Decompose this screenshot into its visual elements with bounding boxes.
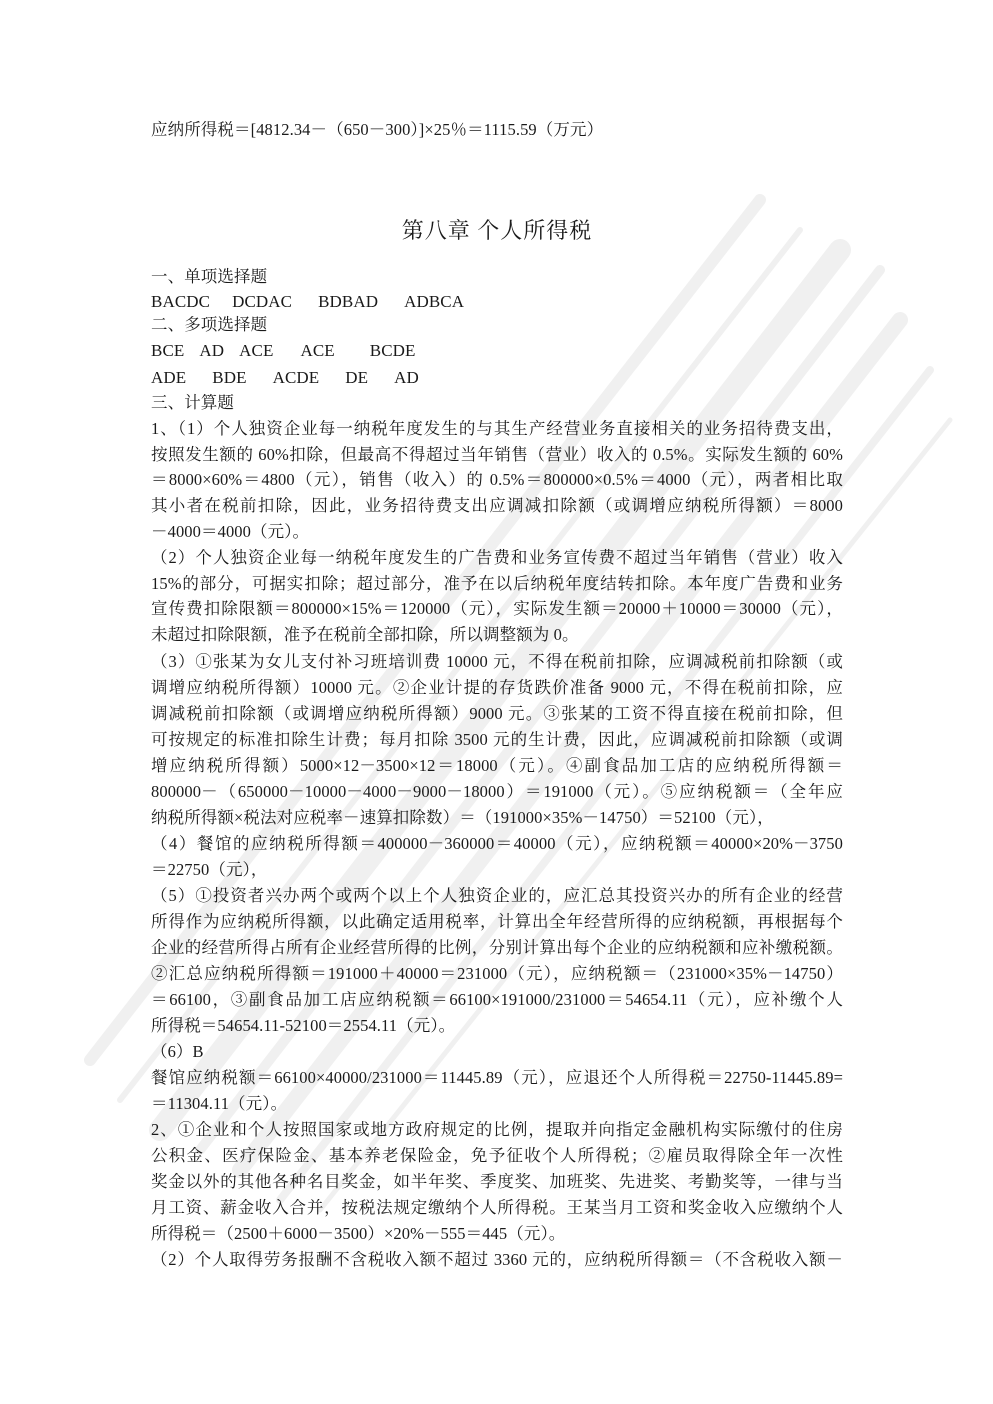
multiple-choice-answers-row1 — [151, 339, 416, 363]
calc-line: （2）个人独资企业每一纳税年度发生的广告费和业务宣传费不超过当年销售（营业）收入 — [151, 548, 843, 567]
calc-line: 1、（1）个人独资企业每一纳税年度发生的与其生产经营业务直接相关的业务招待费支出， — [151, 419, 843, 438]
single-choice-answers — [151, 290, 464, 314]
calc-line: 调减税前扣除额（或调增应纳税所得额）9000 元。③张某的工资不得直接在税前扣除，但 — [151, 704, 843, 723]
answer-group: DCDAC — [232, 292, 293, 311]
calc-line: （6）B — [151, 1042, 204, 1061]
calc-line: 800000－（650000－10000－4000－9000－18000）＝191000（元）。⑤应纳税额＝（全年应 — [151, 782, 843, 801]
calc-line: 增应纳税所得额）5000×12－3500×12＝18000（元）。④副食品加工店的应纳税所得额＝ — [151, 756, 843, 775]
heading-multiple-choice: 二、多项选择题 — [151, 315, 268, 334]
calc-line: 15%的部分，可据实扣除；超过部分，准予在以后纳税年度结转扣除。本年度广告费和业务 — [151, 574, 843, 593]
multiple-choice-answers-row2 — [151, 366, 419, 390]
calc-line: 所得税＝（2500＋6000－3500）×20%－555＝445（元）。 — [151, 1224, 566, 1243]
answer-group: BDBAD — [318, 292, 379, 311]
calc-line: （2）个人取得劳务报酬不含税收入额不超过 3360 元的，应纳税所得额＝（不含税收入额－ — [151, 1250, 843, 1269]
answer-group: BCE — [151, 341, 185, 360]
calc-line: （3）①张某为女儿支付补习班培训费 10000 元，不得在税前扣除，应调减税前扣除额（或 — [151, 652, 843, 671]
answer-group: BDE — [212, 368, 247, 387]
calc-line: ②汇总应纳税所得额＝191000＋40000＝231000（元），应纳税额＝（231000×35%－14750） — [151, 964, 843, 983]
calc-line: ＝11304.11（元）。 — [151, 1094, 288, 1113]
calc-line: ＝8000×60%＝4800（元），销售（收入）的 0.5%＝800000×0.5%＝4000（元），两者相比取 — [151, 470, 843, 489]
calc-line: 所得税＝54654.11-52100＝2554.11（元）。 — [151, 1016, 456, 1035]
calc-line: 未超过扣除限额，准予在税前全部扣除，所以调整额为 0。 — [151, 625, 579, 644]
calc-line: 宣传费扣除限额＝800000×15%＝120000（元），实际发生额＝20000＋10000＝30000（元）， — [151, 599, 843, 618]
calc-line: 所得作为应纳税所得额，以此确定适用税率，计算出全年经营所得的应纳税额，再根据每个 — [151, 912, 843, 931]
calc-line: 按照发生额的 60%扣除，但最高不得超过当年销售（营业）收入的 0.5%。实际发生额的 60% — [151, 445, 843, 464]
calc-line: 纳税所得额×税法对应税率－速算扣除数）＝（191000×35%－14750）＝52100（元）， — [151, 808, 774, 827]
calc-line: 其小者在税前扣除，因此，业务招待费支出应调减扣除额（或调增应纳税所得额）＝8000 — [151, 496, 843, 515]
calc-line: 可按规定的标准扣除生计费；每月扣除 3500 元的生计费，因此，应调减税前扣除额（或调 — [151, 730, 843, 749]
answer-group: BCDE — [369, 341, 416, 360]
previous-tax-result: 应纳所得税＝[4812.34－（650－300）]×25％＝1115.59（万元） — [151, 120, 604, 139]
answer-group: ADE — [151, 368, 187, 387]
calc-line: 调增应纳税所得额）10000 元。②企业计提的存货跌价准备 9000 元，不得在税前扣除，应 — [151, 678, 843, 697]
answer-group: BACDC — [151, 292, 211, 311]
calc-line: （5）①投资者兴办两个或两个以上个人独资企业的，应汇总其投资兴办的所有企业的经营 — [151, 886, 843, 905]
calc-line: 奖金以外的其他各种名目奖金，如半年奖、季度奖、加班奖、先进奖、考勤奖等，一律与当 — [151, 1172, 843, 1191]
answer-group: AD — [199, 341, 225, 360]
chapter-title: 第八章 个人所得税 — [401, 218, 593, 243]
answer-group: DE — [345, 368, 369, 387]
calc-line: ＝22750（元）， — [151, 860, 268, 879]
heading-calculation: 三、计算题 — [151, 393, 234, 412]
calc-line: 2、①企业和个人按照国家或地方政府规定的比例，提取并向指定金融机构实际缴付的住房 — [151, 1120, 843, 1139]
calc-line: （4）餐馆的应纳税所得额＝400000－360000＝40000（元），应纳税额＝40000×20%－3750 — [151, 834, 843, 853]
calc-line: 月工资、薪金收入合并，按税法规定缴纳个人所得税。王某当月工资和奖金收入应缴纳个人 — [151, 1198, 843, 1217]
calc-line: ＝66100，③副食品加工店应纳税额＝66100×191000/231000＝54654.11（元），应补缴个人 — [151, 990, 843, 1009]
calc-line: 公积金、医疗保险金、基本养老保险金，免予征收个人所得税；②雇员取得除全年一次性 — [151, 1146, 843, 1165]
calc-line: 餐馆应纳税额＝66100×40000/231000＝11445.89（元），应退还个人所得税＝22750-11445.89= — [151, 1068, 843, 1087]
heading-single-choice: 一、单项选择题 — [151, 267, 268, 286]
answer-group: AD — [394, 368, 419, 387]
answer-group: ACDE — [272, 368, 320, 387]
answer-group: ACE — [300, 341, 335, 360]
calc-line: 企业的经营所得占所有企业经营所得的比例，分别计算出每个企业的应纳税额和应补缴税额。 — [151, 938, 843, 957]
calc-line: －4000＝4000（元）。 — [151, 522, 310, 541]
answer-group: ACE — [239, 341, 274, 360]
answer-group: ADBCA — [404, 292, 465, 311]
